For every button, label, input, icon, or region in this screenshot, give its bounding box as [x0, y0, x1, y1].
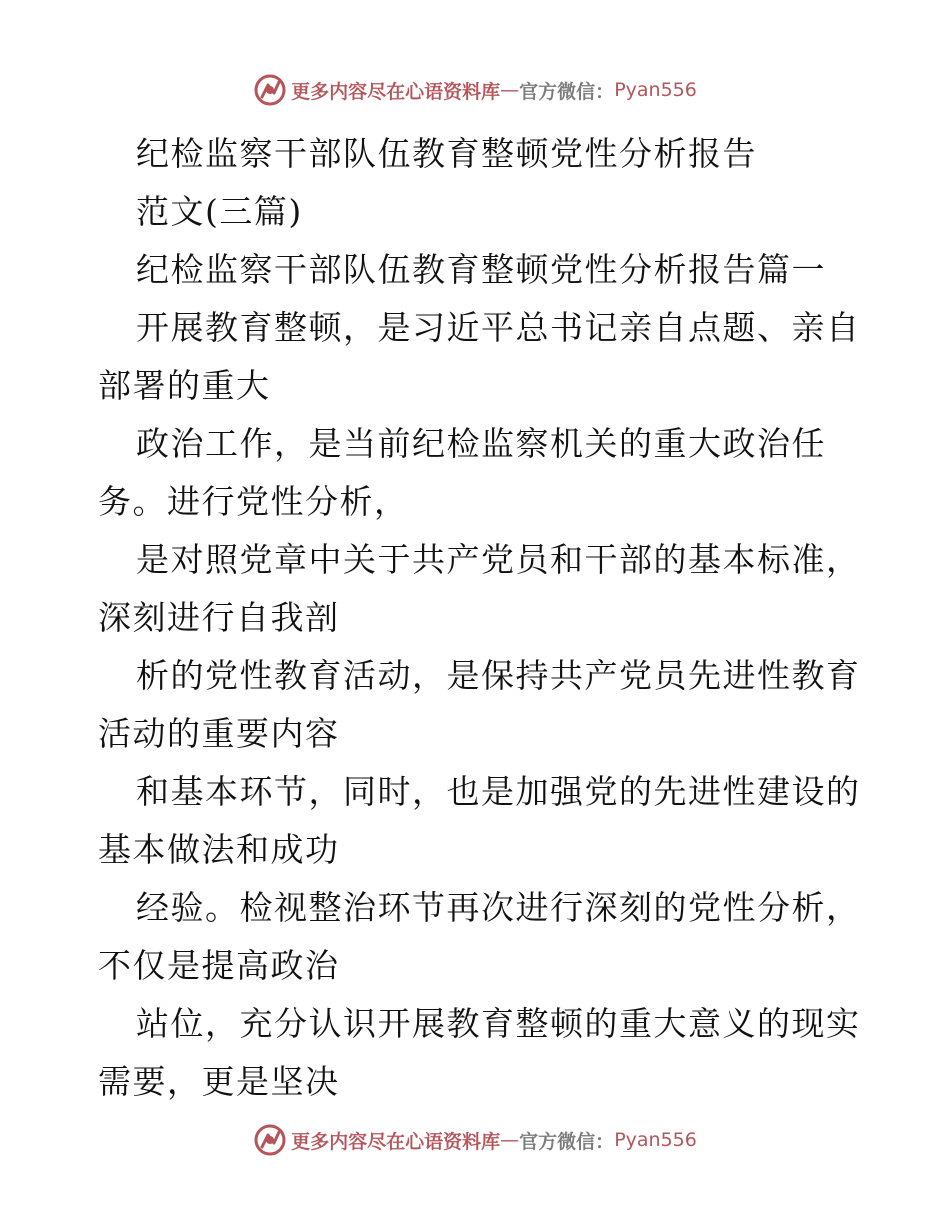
- banner-wechat-id: Pyan556: [614, 1129, 697, 1151]
- paragraph-line: 是对照党章中关于共产党员和干部的基本标准，: [136, 540, 861, 579]
- banner-wechat-id: Pyan556: [614, 79, 697, 101]
- paragraph-line: 和基本环节，同时，也是加强党的先进性建设的: [136, 772, 861, 811]
- banner-dash: —: [500, 1129, 520, 1151]
- paragraph-line: 析的党性教育活动，是保持共产党员先进性教育: [136, 656, 861, 695]
- document-title-line-1: 纪检监察干部队伍教育整顿党性分析报告: [136, 134, 757, 173]
- paragraph-line: 活动的重要内容: [98, 714, 340, 753]
- section-heading: 纪检监察干部队伍教育整顿党性分析报告篇一: [136, 250, 826, 289]
- document-title-line-2: 范文(三篇): [136, 192, 303, 231]
- paragraph-line: 基本做法和成功: [98, 830, 340, 869]
- banner-wechat-label: 官方微信：: [519, 1130, 615, 1153]
- header-banner: [0, 70, 950, 110]
- paragraph-line: 深刻进行自我剖: [98, 598, 340, 637]
- banner-dash: —: [500, 79, 520, 101]
- document-body: [98, 125, 861, 1111]
- banner-wechat-label: 官方微信：: [519, 80, 615, 103]
- paragraph-line: 务。进行党性分析，: [98, 482, 409, 521]
- paragraph-line: 不仅是提高政治: [98, 946, 340, 985]
- banner-main-text: 更多内容尽在心语资料库: [291, 1130, 501, 1153]
- paragraph-line: 部署的重大: [98, 366, 271, 405]
- banner-main-text: 更多内容尽在心语资料库: [291, 80, 501, 103]
- logo-icon: [253, 73, 287, 107]
- footer-banner: [0, 1120, 950, 1160]
- paragraph-line: 需要，更是坚决: [98, 1062, 340, 1101]
- paragraph-line: 政治工作，是当前纪检监察机关的重大政治任: [136, 424, 826, 463]
- paragraph-line: 开展教育整顿，是习近平总书记亲自点题、亲自: [136, 308, 861, 347]
- paragraph-line: 经验。检视整治环节再次进行深刻的党性分析，: [136, 888, 861, 927]
- paragraph-line: 站位，充分认识开展教育整顿的重大意义的现实: [136, 1004, 861, 1043]
- logo-icon: [253, 1123, 287, 1157]
